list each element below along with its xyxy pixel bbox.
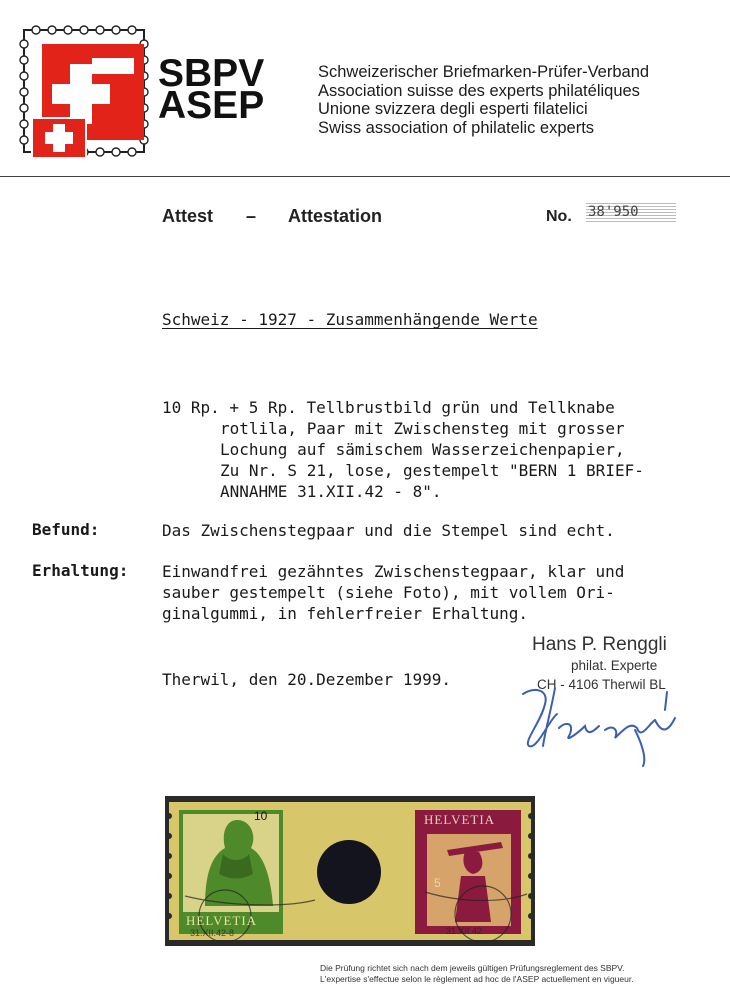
footer-de: Die Prüfung richtet sich nach dem jeweils gültigen Prüfungsreglement des SBPV. [320,963,625,973]
description-line: ANNAHME 31.XII.42 - 8". [220,482,442,501]
brand-name [158,52,265,127]
title-dash: – [246,206,257,226]
stamp-right-value: 5 [434,876,441,890]
footer-fr: L'expertise s'effectue selon le règlement ad hoc de l'ASEP actuellement en vigueur. [320,974,634,984]
handwritten-signature-icon [515,680,685,770]
association-en: Swiss association of philatelic experts [318,118,595,137]
association-de: Schweizerischer Briefmarken-Prüfer-Verband [318,63,650,81]
erhaltung-text [162,561,624,624]
association-fr: Association suisse des experts philatéliques [318,81,640,100]
brand-asep: ASEP [158,84,265,127]
description-line: rotlila, Paar mit Zwischensteg mit grosser [220,419,625,438]
description-line: Zu Nr. S 21, lose, gestempelt "BERN 1 BRIEF- [220,461,644,480]
association-it: Unione svizzera degli esperti filatelici [318,100,588,118]
erhaltung-line: Einwandfrei gezähntes Zwischenstegpaar, klar und [162,562,625,581]
subject-heading: Schweiz - 1927 - Zusammenhängende Werte [162,310,538,329]
header-divider [0,176,730,177]
erhaltung-line: ginalgummi, in fehlerfreier Erhaltung. [162,604,529,623]
certificate-number: 38'950 [586,201,676,223]
description-block [162,397,644,502]
befund-label: Befund: [32,520,100,539]
sbpv-logo-stamp-icon [14,22,154,162]
title-attestation: Attestation [288,206,382,226]
erhaltung-line: sauber gestempelt (siehe Foto), mit vollem Ori- [162,583,615,602]
stamp-right-country: HELVETIA [424,812,496,827]
brand-sbpv: SBPV [158,52,265,95]
title-attest: Attest [162,206,214,226]
footer-note [320,963,634,985]
postmark-left: 31.XII.42-8 [190,928,235,938]
place-date: Therwil, den 20.Dezember 1999. [162,670,451,689]
expert-name: Hans P. Renggli [532,634,667,655]
expert-address: CH - 4106 Therwil BL [537,677,666,692]
stamp-left-value: 10 [254,809,268,823]
description-line: 10 Rp. + 5 Rp. Tellbrustbild grün und Tellknabe [162,398,615,417]
certificate-number-label: No. [546,208,572,225]
expert-title: philat. Experte [571,658,658,673]
description-line: Lochung auf sämischem Wasserzeichenpapier, [220,440,625,459]
association-names [318,63,649,137]
postmark-right: 31.XII.42 [446,926,483,936]
befund-text: Das Zwischenstegpaar und die Stempel sind echt. [162,521,615,540]
erhaltung-label: Erhaltung: [32,561,129,580]
stamp-left-country: HELVETIA [186,913,258,928]
